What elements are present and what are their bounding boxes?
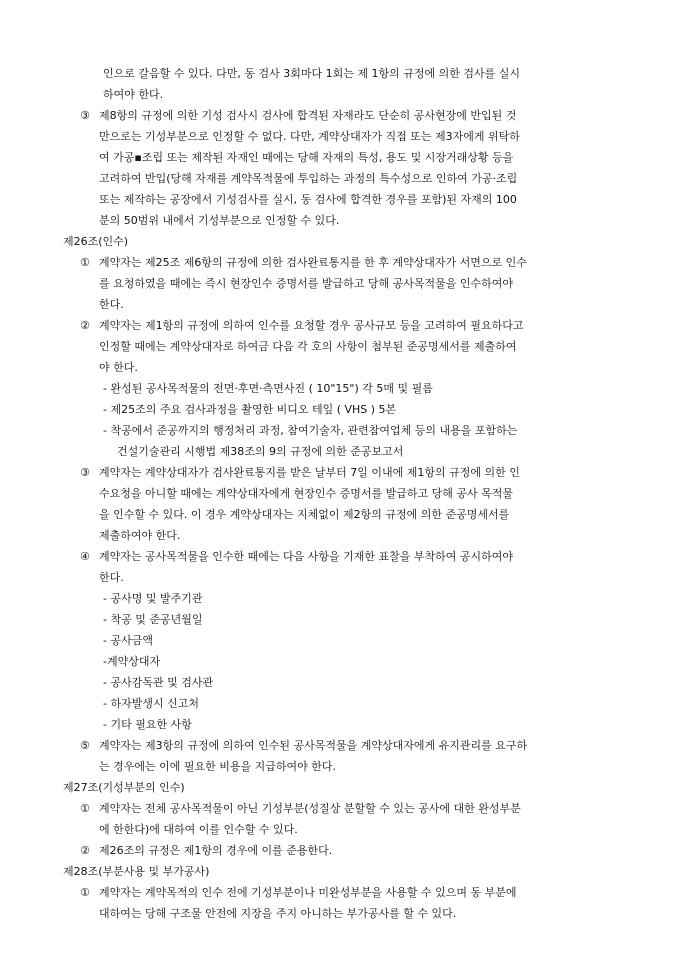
clause-text-line: 계약자는 제25조 제6항의 규정에 의한 검사완료통지를 한 후 계약상대자가 서면으로 인수 <box>99 256 527 269</box>
paragraph-continuation: 하여야 한다. <box>103 88 164 101</box>
clause-number-marker: ① <box>80 886 90 899</box>
clause-text-line: 를 요청하였을 때에는 즉시 현장인수 증명서를 발급하고 당해 공사목적물을 인수하여야 <box>99 277 514 290</box>
clause-text-line: 분의 50범위 내에서 기성부분으로 인정할 수 있다. <box>99 214 340 227</box>
list-item: -계약상대자 <box>103 655 161 668</box>
clause-text-line: 계약자는 계약목적의 인수 전에 기성부분이나 미완성부분을 사용할 수 있으며 동 부분에 <box>99 886 517 899</box>
clause-text-line: 고려하여 반입(당해 자재를 계약목적물에 투입하는 과정의 특수성으로 인하여 가공·조립 <box>99 172 518 185</box>
clause-text-line: 는 경우에는 이에 필요한 비용을 지급하여야 한다. <box>99 760 336 773</box>
clause-number-marker: ① <box>80 256 90 269</box>
list-item: - 하자발생시 신고처 <box>103 697 199 710</box>
clause-item <box>0 105 680 231</box>
clause-item <box>0 735 680 777</box>
clause-text-line: 또는 제작하는 공장에서 기성검사를 실시, 동 검사에 합격한 경우를 포함)된 자재의 100 <box>99 193 517 206</box>
clause-number-marker: ③ <box>80 466 90 479</box>
clause-text-line: 인정할 때에는 계약상대자로 하여금 다음 각 호의 사항이 첨부된 준공명세서를 제출하여 <box>99 340 517 353</box>
clause-item <box>0 252 680 315</box>
clause-text-line: 여 가공▪조립 또는 제작된 자재인 때에는 당해 자재의 특성, 용도 및 시장거래상황 등을 <box>99 151 514 164</box>
clause-text-line: 한다. <box>99 571 124 584</box>
list-item: - 기타 필요한 사항 <box>103 718 192 731</box>
list-item: - 착공에서 준공까지의 행정처리 과정, 참여기술자, 관련참여업체 등의 내용을 포함하는 <box>103 424 518 437</box>
clause-text-line: 야 한다. <box>99 361 138 374</box>
clause-text-line: 계약자는 제1항의 규정에 의하여 인수를 요청할 경우 공사규모 등을 고려하여 필요하다고 <box>99 319 524 332</box>
list-item: - 공사명 및 발주기관 <box>103 592 203 605</box>
clause-text-line: 계약자는 전체 공사목적물이 아닌 기성부분(성질상 분할할 수 있는 공사에 대한 완성부분 <box>99 802 521 815</box>
clause-item <box>0 546 680 588</box>
article-heading: 제26조(인수) <box>63 235 129 248</box>
clause-text-line: 을 인수할 수 있다. 이 경우 계약상대자는 지체없이 제2항의 규정에 의한 준공명세서를 <box>99 508 510 521</box>
clause-item <box>0 882 680 924</box>
clause-item <box>0 798 680 840</box>
document-body <box>0 63 680 924</box>
clause-text-line: 계약자는 계약상대자가 검사완료통지를 받은 날부터 7일 이내에 제1항의 규정에 의한 인 <box>99 466 520 479</box>
clause-item <box>0 840 680 861</box>
clause-text-line: 수요청을 아니할 때에는 계약상대자에게 현장인수 증명서를 발급하고 당해 공사 목적물 <box>99 487 514 500</box>
list-item: - 공사감독관 및 검사관 <box>103 676 214 689</box>
clause-text-line: 제출하여야 한다. <box>99 529 181 542</box>
list-item: - 착공 및 준공년월일 <box>103 613 203 626</box>
clause-item <box>0 315 680 378</box>
clause-number-marker: ② <box>80 319 90 332</box>
clause-number-marker: ③ <box>80 109 90 122</box>
clause-text-line: 만으로는 기성부분으로 인정할 수 없다. 다만, 계약상대자가 직접 또는 제3자에게 위탁하 <box>99 130 520 143</box>
article-heading: 제27조(기성부분의 인수) <box>63 781 185 794</box>
article-heading: 제28조(부분사용 및 부가공사) <box>63 865 210 878</box>
paragraph-continuation: 인으로 갈음할 수 있다. 다만, 동 검사 3회마다 1회는 제 1항의 규정에 의한 검사를 실시 <box>103 67 520 80</box>
clause-text-line: 계약자는 제3항의 규정에 의하여 인수된 공사목적물을 계약상대자에게 유지관리를 요구하 <box>99 739 528 752</box>
list-item: 건설기술관리 시행법 제38조의 9의 규정에 의한 준공보고서 <box>117 445 404 458</box>
clause-text-line: 대하여는 당해 구조물 안전에 지장을 주지 아니하는 부가공사를 할 수 있다. <box>99 907 457 920</box>
list-item: - 완성된 공사목적물의 전면·후면·측면사진 ( 10"15") 각 5매 및 필름 <box>103 382 433 395</box>
clause-text-line: 계약자는 공사목적물을 인수한 때에는 다음 사항을 기재한 표찰을 부착하여 공시하여야 <box>99 550 514 563</box>
clause-text-line: 제8항의 규정에 의한 기성 검사시 검사에 합격된 자재라도 단순히 공사현장에 반입된 것 <box>99 109 517 122</box>
list-item: - 제25조의 주요 검사과정을 촬영한 비디오 테잎 ( VHS ) 5본 <box>103 403 397 416</box>
clause-number-marker: ⑤ <box>80 739 90 752</box>
clause-number-marker: ④ <box>80 550 90 563</box>
clause-number-marker: ② <box>80 844 90 857</box>
clause-item <box>0 462 680 546</box>
clause-text-line: 한다. <box>99 298 124 311</box>
clause-number-marker: ① <box>80 802 90 815</box>
list-item: - 공사금액 <box>103 634 153 647</box>
clause-text-line: 에 한한다)에 대하여 이를 인수할 수 있다. <box>99 823 298 836</box>
clause-text-line: 제26조의 규정은 제1항의 경우에 이를 준용한다. <box>99 844 333 857</box>
